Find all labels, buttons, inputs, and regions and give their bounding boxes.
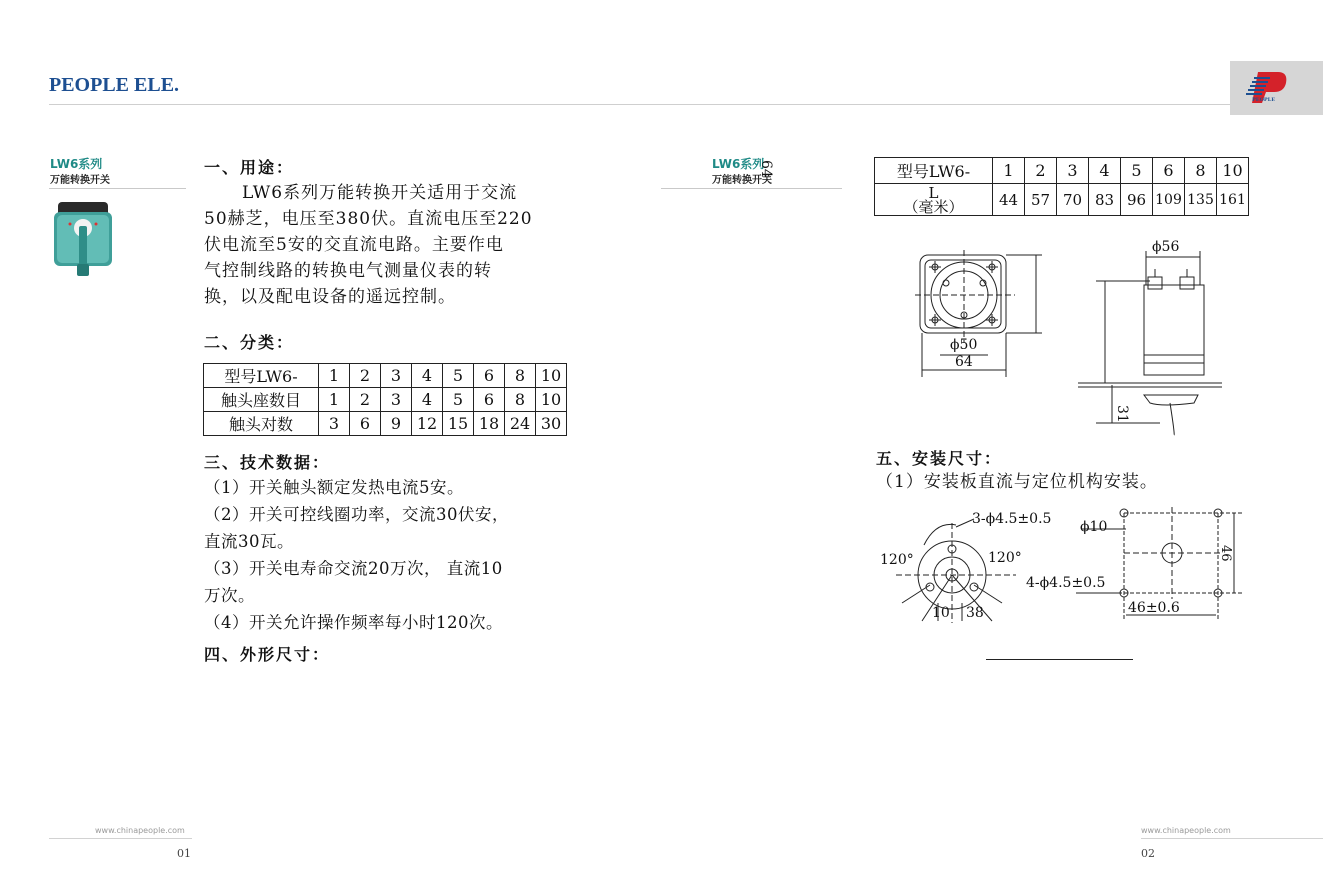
usage-heading: 一、用途： (204, 158, 295, 177)
series-title-left: LW6系列 (50, 157, 103, 171)
dim-height-31: 31 (1114, 405, 1130, 423)
table-cell: 44 (993, 184, 1025, 216)
dim-width-64: 64 (955, 354, 973, 370)
table-cell: 135 (1185, 184, 1217, 216)
table-cell: 4 (412, 364, 443, 388)
install-heading: 五、安装尺寸： (876, 449, 1003, 468)
unit-label: （毫米） (903, 197, 964, 216)
table-cell: 型号LW6- (875, 158, 993, 184)
table-cell: 1 (319, 364, 350, 388)
table-cell (875, 184, 993, 216)
table-cell: 96 (1121, 184, 1153, 216)
table-cell: 12 (412, 412, 443, 436)
header-rule (49, 104, 1230, 105)
dim-phi50: ϕ50 (950, 337, 978, 353)
install-drawing (876, 503, 1248, 625)
table-cell: 3 (1057, 158, 1089, 184)
table-cell: 5 (1121, 158, 1153, 184)
table-cell: 10 (536, 388, 567, 412)
page-number-right: 02 (1141, 847, 1155, 860)
dim-angle-left: 120° (880, 552, 914, 568)
logo-text: PEOPLE (1252, 97, 1276, 103)
dim-phi56: ϕ56 (1152, 239, 1180, 255)
table-cell: 1 (993, 158, 1025, 184)
dim-3-holes: 3-ϕ4.5±0.5 (972, 511, 1052, 527)
table-row (204, 412, 567, 436)
length-label: L (928, 183, 939, 202)
footer-url-right: www.chinapeople.com (1141, 826, 1231, 835)
dim-side-64: 64 (758, 160, 774, 178)
table-cell: 6 (474, 388, 505, 412)
usage-paragraph (204, 180, 584, 310)
dim-10: 10 (932, 605, 950, 621)
table-row (875, 184, 1249, 216)
dim-46-size: 46±0.6 (1128, 600, 1180, 616)
table-cell: 9 (381, 412, 412, 436)
table-cell: 57 (1025, 184, 1057, 216)
table-cell: 4 (1089, 158, 1121, 184)
table-cell: 4 (412, 388, 443, 412)
table-cell: 8 (1185, 158, 1217, 184)
table-cell: 型号LW6- (204, 364, 319, 388)
table-cell: 8 (505, 364, 536, 388)
usage-line: 换，以及配电设备的遥远控制。 (204, 287, 456, 307)
table-cell: 5 (443, 364, 474, 388)
usage-line: 50赫芝，电压至380伏。直流电压至220 (204, 209, 533, 229)
table-cell: 6 (474, 364, 505, 388)
table-cell: 1 (319, 388, 350, 412)
table-cell: 70 (1057, 184, 1089, 216)
end-rule (986, 659, 1133, 660)
table-row (875, 158, 1249, 184)
tech-line: 万次。 (204, 586, 255, 605)
tech-line: （4）开关允许操作频率每小时120次。 (204, 613, 503, 632)
series-title-right: LW6系列 (712, 157, 765, 171)
brand-name: PEOPLE ELE. (49, 74, 180, 96)
dim-side-46: 46 (1218, 545, 1233, 562)
table-cell: 10 (1217, 158, 1249, 184)
section-rule-right (661, 188, 842, 189)
dim-angle-right: 120° (988, 550, 1022, 566)
tech-list (204, 474, 594, 636)
table-cell: 30 (536, 412, 567, 436)
tech-line: （3）开关电寿命交流20万次， 直流10 (204, 559, 503, 578)
dimension-table (874, 157, 1249, 216)
table-cell: 2 (350, 364, 381, 388)
table-cell: 6 (1153, 158, 1185, 184)
table-cell: 8 (505, 388, 536, 412)
table-cell: 3 (381, 364, 412, 388)
rotary-switch-image (52, 198, 114, 280)
tech-line: （1）开关触头额定发热电流5安。 (204, 478, 464, 497)
table-cell: 15 (443, 412, 474, 436)
people-logo-icon (1230, 61, 1323, 115)
table-cell: 109 (1153, 184, 1185, 216)
tech-line: 直流30瓦。 (204, 532, 294, 551)
logo-box (1230, 61, 1323, 115)
table-cell: 2 (350, 388, 381, 412)
table-cell: 触头对数 (204, 412, 319, 436)
tech-line: （2）开关可控线圈功率，交流30伏安， (204, 505, 509, 524)
series-subtitle-left: 万能转换开关 (50, 175, 110, 186)
product-photo (52, 198, 114, 284)
footer-rule-left (49, 838, 192, 839)
tech-heading: 三、技术数据： (204, 453, 331, 472)
table-cell: 83 (1089, 184, 1121, 216)
dim-phi10: ϕ10 (1080, 519, 1108, 535)
table-cell: 24 (505, 412, 536, 436)
table-cell: 2 (1025, 158, 1057, 184)
table-cell: 161 (1217, 184, 1249, 216)
table-cell: 18 (474, 412, 505, 436)
footer-rule-right (1141, 838, 1323, 839)
table-cell: 3 (381, 388, 412, 412)
usage-line: 气控制线路的转换电气测量仪表的转 (204, 261, 492, 281)
classification-heading: 二、分类： (204, 333, 295, 352)
usage-line: LW6系列万能转换开关适用于交流 (242, 183, 518, 203)
section-rule-left (49, 188, 186, 189)
usage-line: 伏电流至5安的交直流电路。主要作电 (204, 235, 504, 255)
series-subtitle-right: 万能转换开关 (712, 175, 772, 186)
footer-url-left: www.chinapeople.com (95, 826, 185, 835)
install-line: （1）安装板直流与定位机构安装。 (876, 472, 1158, 492)
table-cell: 3 (319, 412, 350, 436)
page-number-left: 01 (177, 847, 191, 860)
dim-4-holes: 4-ϕ4.5±0.5 (1026, 575, 1106, 591)
table-cell: 5 (443, 388, 474, 412)
table-cell: 6 (350, 412, 381, 436)
table-row (204, 388, 567, 412)
table-row (204, 364, 567, 388)
table-cell: 10 (536, 364, 567, 388)
dim-38: 38 (966, 605, 984, 621)
table-cell: 触头座数目 (204, 388, 319, 412)
classification-table (203, 363, 567, 436)
outline-heading: 四、外形尺寸： (204, 645, 331, 664)
